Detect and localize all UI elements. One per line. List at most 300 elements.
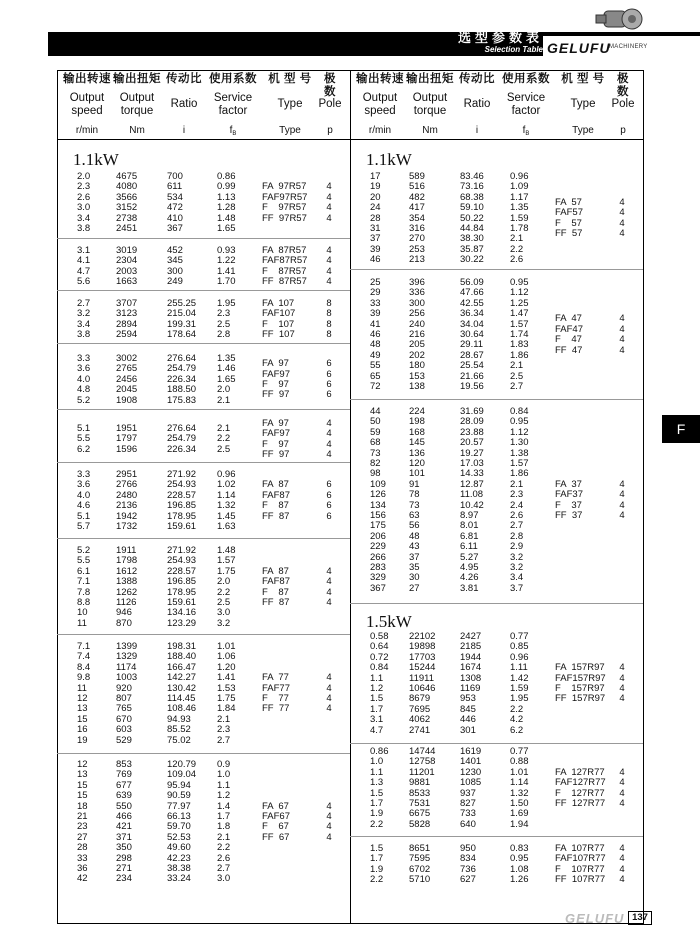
right-cell: 270 — [409, 233, 425, 245]
right-cell: 6702 — [409, 863, 431, 875]
left-cell: 196.85 — [167, 500, 197, 512]
right-cell: 8679 — [409, 693, 431, 705]
right-cell: 1.50 — [510, 798, 529, 809]
right-type: FAF127R77 — [555, 777, 606, 789]
left-pole: 4 — [326, 597, 332, 608]
right-cell: 2.5 — [510, 370, 524, 382]
right-cell: 6.81 — [460, 530, 479, 542]
left-cell: 2.5 — [217, 443, 231, 455]
separator — [57, 139, 644, 140]
header-en-1-2: Ratio — [463, 98, 491, 110]
left-cell: 2.0 — [217, 576, 231, 588]
left-cell: 12 — [77, 759, 88, 770]
left-cell: 94.93 — [167, 713, 191, 725]
right-cell: 213 — [409, 254, 425, 266]
right-cell: 0.83 — [510, 843, 529, 854]
left-cell: 1399 — [116, 641, 138, 652]
left-cell: 276.64 — [167, 353, 197, 364]
right-cell: 8533 — [409, 787, 431, 799]
right-cell: 354 — [409, 212, 425, 224]
left-pole: 4 — [326, 586, 332, 598]
left-cell: 3.4 — [77, 212, 91, 224]
left-cell: 178.64 — [167, 329, 197, 341]
left-cell: 276.64 — [167, 423, 197, 434]
right-cell: 31.69 — [460, 406, 484, 417]
left-cell: 1.65 — [217, 373, 236, 385]
left-pole: 4 — [326, 428, 332, 440]
right-cell: 35 — [409, 562, 420, 573]
right-cell: 43 — [409, 541, 420, 553]
right-type: FF 107R77 — [555, 874, 606, 886]
right-cell: 34.04 — [460, 318, 484, 330]
left-cell: 75.02 — [167, 734, 191, 746]
gearmotor-icon — [590, 5, 650, 35]
right-cell: 82 — [370, 458, 381, 469]
left-pole: 4 — [326, 265, 332, 277]
left-cell: 13 — [77, 769, 88, 781]
right-cell: 1.69 — [510, 808, 529, 820]
left-cell: 2304 — [116, 255, 138, 267]
header-unit-1-3: $f_B$ — [522, 125, 530, 137]
right-cell: 1.5 — [370, 843, 384, 854]
right-cell: 329 — [370, 572, 386, 584]
right-cell: 2.2 — [370, 874, 384, 886]
header-unit-0-5: p — [327, 125, 333, 136]
left-cell: 421 — [116, 821, 132, 833]
left-cell: 8.4 — [77, 661, 91, 673]
right-cell: 35.87 — [460, 243, 484, 255]
right-cell: 8.97 — [460, 510, 479, 521]
right-pole: 4 — [619, 489, 625, 501]
left-cell: 178.95 — [167, 510, 197, 522]
left-cell: 472 — [167, 202, 183, 214]
left-cell: 1.32 — [217, 500, 236, 512]
left-cell: 5.1 — [77, 423, 91, 434]
right-cell: 2.9 — [510, 541, 524, 553]
left-pole: 4 — [326, 212, 332, 224]
right-cell: 1.95 — [510, 693, 529, 705]
left-cell: 2.3 — [217, 724, 231, 736]
left-cell: 2.3 — [77, 181, 91, 193]
right-cell: 37 — [370, 233, 381, 245]
left-cell: 38.38 — [167, 863, 191, 874]
right-cell: 56 — [409, 520, 420, 532]
right-cell: 206 — [370, 530, 386, 542]
left-cell: 1.7 — [217, 811, 231, 822]
right-cell: 301 — [460, 724, 476, 736]
right-cell: 126 — [370, 489, 386, 501]
left-cell: 3707 — [116, 298, 138, 309]
right-cell: 39 — [370, 308, 381, 320]
right-cell: 2.6 — [510, 254, 524, 266]
right-cell: 1.12 — [510, 287, 529, 299]
left-cell: 15 — [77, 713, 88, 725]
section-tab: F — [662, 415, 700, 443]
right-type: F 37 — [555, 499, 582, 511]
left-cell: 639 — [116, 790, 132, 802]
left-type: FA 97 — [262, 417, 289, 429]
left-cell: 249 — [167, 276, 183, 288]
right-cell: 953 — [460, 693, 476, 705]
right-cell: 336 — [409, 287, 425, 299]
right-cell: 120 — [409, 458, 425, 469]
left-pole: 4 — [326, 821, 332, 833]
right-cell: 1.3 — [370, 777, 384, 789]
left-cell: 1.02 — [217, 479, 236, 491]
left-cell: 196.85 — [167, 576, 197, 588]
right-cell: 44 — [370, 406, 381, 417]
right-type: FAF47 — [555, 323, 583, 335]
left-cell: 254.79 — [167, 433, 197, 445]
right-cell: 156 — [370, 510, 386, 521]
right-cell: 0.96 — [510, 651, 529, 663]
left-cell: 2045 — [116, 384, 138, 396]
left-cell: 2.6 — [217, 852, 231, 864]
right-type: F 57 — [555, 217, 582, 229]
left-cell: 670 — [116, 713, 132, 725]
left-cell: 1.53 — [217, 682, 236, 694]
left-cell: 16 — [77, 724, 88, 736]
left-cell: 90.59 — [167, 790, 191, 802]
right-cell: 5828 — [409, 818, 431, 830]
right-cell: 17 — [370, 171, 381, 182]
left-cell: 466 — [116, 811, 132, 822]
right-type: FF 157R97 — [555, 693, 606, 705]
right-cell: 29 — [370, 287, 381, 299]
right-cell: 72 — [370, 381, 381, 392]
right-cell: 640 — [460, 818, 476, 830]
right-type: F 157R97 — [555, 683, 605, 694]
right-type: F 47 — [555, 334, 582, 346]
right-cell: 2.3 — [510, 489, 524, 501]
left-cell: 1.70 — [217, 276, 236, 288]
right-cell: 240 — [409, 318, 425, 330]
right-type: FAF57 — [555, 207, 583, 219]
left-cell: 1942 — [116, 510, 138, 522]
left-pole: 4 — [326, 565, 332, 577]
block-separator — [57, 290, 350, 291]
right-type: FA 157R97 — [555, 662, 605, 674]
left-cell: 198.31 — [167, 641, 197, 652]
left-type: F 97R57 — [262, 202, 307, 214]
right-cell: 5710 — [409, 874, 431, 886]
right-cell: 28.09 — [460, 416, 484, 428]
right-cell: 56.09 — [460, 277, 484, 288]
left-type: F 87 — [262, 500, 289, 512]
left-pole: 8 — [326, 329, 332, 341]
left-cell: 611 — [167, 181, 183, 193]
right-cell: 12758 — [409, 756, 436, 768]
left-cell: 8.8 — [77, 597, 91, 608]
block-separator — [350, 836, 643, 837]
right-cell: 1.26 — [510, 874, 529, 886]
right-cell: 39 — [370, 243, 381, 255]
left-cell: 1003 — [116, 672, 138, 684]
left-cell: 946 — [116, 607, 132, 619]
right-cell: 256 — [409, 308, 425, 320]
left-cell: 2594 — [116, 329, 138, 341]
header-en-0-5: Pole — [318, 98, 342, 110]
left-cell: 5.2 — [77, 545, 91, 556]
left-cell: 130.42 — [167, 682, 197, 694]
left-type: FAF87 — [262, 576, 290, 588]
left-cell: 853 — [116, 759, 132, 770]
left-cell: 1732 — [116, 521, 138, 532]
right-cell: 31 — [370, 223, 381, 234]
right-cell: 175 — [370, 520, 386, 532]
right-cell: 180 — [409, 360, 425, 372]
header-cn-0-1: 输出扭矩 — [113, 73, 161, 85]
right-cell: 1.32 — [510, 787, 529, 799]
right-pole: 4 — [619, 843, 625, 854]
left-cell: 188.40 — [167, 651, 197, 663]
left-cell: 159.61 — [167, 521, 197, 532]
right-cell: 316 — [409, 223, 425, 234]
left-type: F 77 — [262, 693, 289, 704]
left-cell: 4.7 — [77, 265, 91, 277]
left-cell: 3123 — [116, 308, 138, 320]
left-pole: 4 — [326, 800, 332, 812]
left-cell: 2.5 — [217, 318, 231, 330]
right-cell: 12.87 — [460, 478, 484, 490]
right-cell: 30.22 — [460, 254, 484, 266]
left-cell: 10 — [77, 607, 88, 619]
left-pole: 8 — [326, 298, 332, 309]
right-cell: 253 — [409, 243, 425, 255]
right-cell: 17703 — [409, 651, 436, 663]
block-separator — [350, 603, 643, 604]
left-type: FF 77 — [262, 703, 290, 715]
right-cell: 2.1 — [510, 360, 524, 372]
page-number: 137 — [628, 911, 652, 925]
left-type: F 87R57 — [262, 265, 307, 277]
left-cell: 11 — [77, 682, 87, 694]
left-cell: 1.75 — [217, 693, 236, 704]
right-cell: 1.7 — [370, 703, 384, 715]
left-cell: 28 — [77, 842, 88, 854]
left-cell: 2.1 — [217, 831, 231, 843]
right-cell: 19898 — [409, 641, 436, 653]
right-cell: 42.55 — [460, 297, 484, 309]
right-cell: 10646 — [409, 683, 436, 694]
right-cell: 33 — [370, 297, 381, 309]
left-cell: 2.0 — [217, 384, 231, 396]
left-cell: 1797 — [116, 433, 138, 445]
header-unit-0-1: Nm — [129, 125, 145, 136]
left-cell: 120.79 — [167, 759, 197, 770]
right-cell: 1.86 — [510, 349, 529, 361]
right-pole: 4 — [619, 334, 625, 346]
right-cell: 49 — [370, 349, 381, 361]
left-type: FF 67 — [262, 831, 290, 843]
left-cell: 0.93 — [217, 245, 236, 256]
left-type: FA 87 — [262, 565, 289, 577]
left-cell: 3002 — [116, 353, 138, 364]
right-cell: 28 — [370, 212, 381, 224]
right-cell: 2.2 — [510, 703, 524, 715]
right-cell: 283 — [370, 562, 386, 573]
left-cell: 1.35 — [217, 353, 236, 364]
left-cell: 5.5 — [77, 555, 91, 567]
right-cell: 1.25 — [510, 297, 529, 309]
right-cell: 2427 — [460, 631, 482, 642]
header-en-1-3: Service factor — [506, 92, 546, 117]
left-cell: 6.1 — [77, 565, 91, 577]
right-cell: 9881 — [409, 777, 431, 789]
left-cell: 3.3 — [77, 353, 91, 364]
left-cell: 3.0 — [217, 607, 231, 619]
right-cell: 1.1 — [370, 672, 384, 684]
left-cell: 3.8 — [77, 223, 91, 234]
right-cell: 136 — [409, 447, 425, 459]
left-type: F 67 — [262, 821, 289, 833]
left-cell: 2.2 — [217, 842, 231, 854]
right-cell: 1.38 — [510, 447, 529, 459]
right-cell: 10.42 — [460, 499, 484, 511]
right-cell: 91 — [409, 478, 420, 490]
right-cell: 216 — [409, 329, 425, 340]
left-cell: 1174 — [116, 661, 137, 673]
right-cell: 14.33 — [460, 468, 484, 480]
left-type: FAF67 — [262, 811, 290, 822]
header-cn-1-5: 极 数 — [617, 73, 629, 98]
left-type: FAF77 — [262, 682, 290, 694]
right-cell: 11201 — [409, 766, 435, 778]
right-cell: 1.42 — [510, 672, 529, 684]
left-cell: 15 — [77, 779, 88, 791]
left-pole: 4 — [326, 449, 332, 460]
right-cell: 153 — [409, 370, 425, 382]
left-cell: 920 — [116, 682, 132, 694]
header-cn-0-2: 传动比 — [166, 73, 202, 85]
left-cell: 769 — [116, 769, 132, 781]
left-type: FAF87R57 — [262, 255, 308, 267]
left-cell: 1.8 — [217, 821, 231, 833]
right-pole: 4 — [619, 693, 625, 705]
right-cell: 2.1 — [510, 478, 524, 490]
left-cell: 228.57 — [167, 489, 197, 501]
block-separator — [350, 269, 643, 270]
left-type: FF 107 — [262, 329, 295, 341]
right-cell: 27 — [409, 582, 420, 594]
left-pole: 6 — [326, 489, 332, 501]
right-cell: 1944 — [460, 651, 482, 663]
right-cell: 2.2 — [510, 243, 524, 255]
right-cell: 46 — [370, 329, 381, 340]
left-pole: 4 — [326, 682, 332, 694]
left-cell: 2.1 — [217, 713, 231, 725]
left-cell: 0.9 — [217, 759, 231, 770]
left-pole: 4 — [326, 245, 332, 256]
right-cell: 1.7 — [370, 853, 384, 865]
right-cell: 78 — [409, 489, 420, 501]
header-unit-1-1: Nm — [422, 125, 438, 136]
right-cell: 1.9 — [370, 863, 384, 875]
right-cell: 73.16 — [460, 181, 484, 193]
left-pole: 6 — [326, 358, 332, 370]
left-cell: 3566 — [116, 191, 138, 203]
left-cell: 700 — [167, 171, 183, 182]
left-cell: 108.46 — [167, 703, 197, 715]
left-cell: 3.3 — [77, 469, 91, 480]
right-cell: 109 — [370, 478, 386, 490]
left-cell: 2766 — [116, 479, 138, 491]
left-cell: 1.28 — [217, 202, 236, 214]
left-cell: 3.6 — [77, 479, 91, 491]
left-pole: 8 — [326, 308, 332, 320]
right-cell: 145 — [409, 437, 425, 449]
right-cell: 1.57 — [510, 458, 529, 469]
left-cell: 2738 — [116, 212, 138, 224]
left-cell: 3.1 — [77, 245, 91, 256]
right-cell: 1.94 — [510, 818, 529, 830]
left-cell: 12 — [77, 693, 88, 704]
right-cell: 25 — [370, 277, 381, 288]
right-cell: 1.7 — [370, 798, 384, 809]
left-cell: 254.93 — [167, 479, 197, 491]
left-cell: 1.75 — [217, 565, 236, 577]
left-cell: 234 — [116, 873, 132, 885]
left-cell: 4.8 — [77, 384, 91, 396]
right-pole: 4 — [619, 662, 625, 674]
right-cell: 29.11 — [460, 339, 484, 351]
left-type: FA 97R57 — [262, 181, 307, 193]
left-type: FA 77 — [262, 672, 289, 684]
right-cell: 55 — [370, 360, 381, 372]
left-cell: 27 — [77, 831, 88, 843]
right-cell: 736 — [460, 863, 476, 875]
left-cell: 3.0 — [77, 202, 91, 214]
header-en-1-5: Pole — [611, 98, 635, 110]
left-cell: 2.7 — [217, 734, 231, 746]
right-pole: 4 — [619, 798, 625, 809]
right-cell: 30.64 — [460, 329, 484, 340]
left-cell: 95.94 — [167, 779, 191, 791]
left-cell: 3.2 — [217, 617, 231, 629]
left-cell: 66.13 — [167, 811, 191, 822]
right-cell: 1.57 — [510, 318, 529, 330]
left-type: FF 97R57 — [262, 212, 307, 224]
left-cell: 550 — [116, 800, 132, 812]
left-cell: 0.99 — [217, 181, 236, 193]
left-type: F 87 — [262, 586, 289, 598]
right-type: FA 127R77 — [555, 766, 605, 778]
right-cell: 0.84 — [510, 406, 529, 417]
left-cell: 2.6 — [77, 191, 91, 203]
block-separator — [57, 634, 350, 635]
left-cell: 2.2 — [217, 433, 231, 445]
right-cell: 22102 — [409, 631, 436, 642]
left-cell: 1262 — [116, 586, 138, 598]
left-cell: 1.84 — [217, 703, 236, 715]
right-type: FAF107R77 — [555, 853, 606, 865]
left-cell: 765 — [116, 703, 132, 715]
header-unit-1-0: r/min — [368, 125, 392, 136]
left-cell: 1911 — [116, 545, 137, 556]
left-cell: 114.45 — [167, 693, 196, 704]
left-cell: 4.1 — [77, 255, 91, 267]
left-cell: 1329 — [116, 651, 138, 663]
block-separator — [57, 409, 350, 410]
right-cell: 48 — [370, 339, 381, 351]
header-cn-0-4: 机 型 号 — [268, 73, 312, 85]
right-cell: 6675 — [409, 808, 431, 820]
left-cell: 300 — [167, 265, 183, 277]
left-cell: 350 — [116, 842, 132, 854]
left-cell: 159.61 — [167, 597, 197, 608]
right-cell: 7595 — [409, 853, 431, 865]
left-cell: 1596 — [116, 443, 138, 455]
